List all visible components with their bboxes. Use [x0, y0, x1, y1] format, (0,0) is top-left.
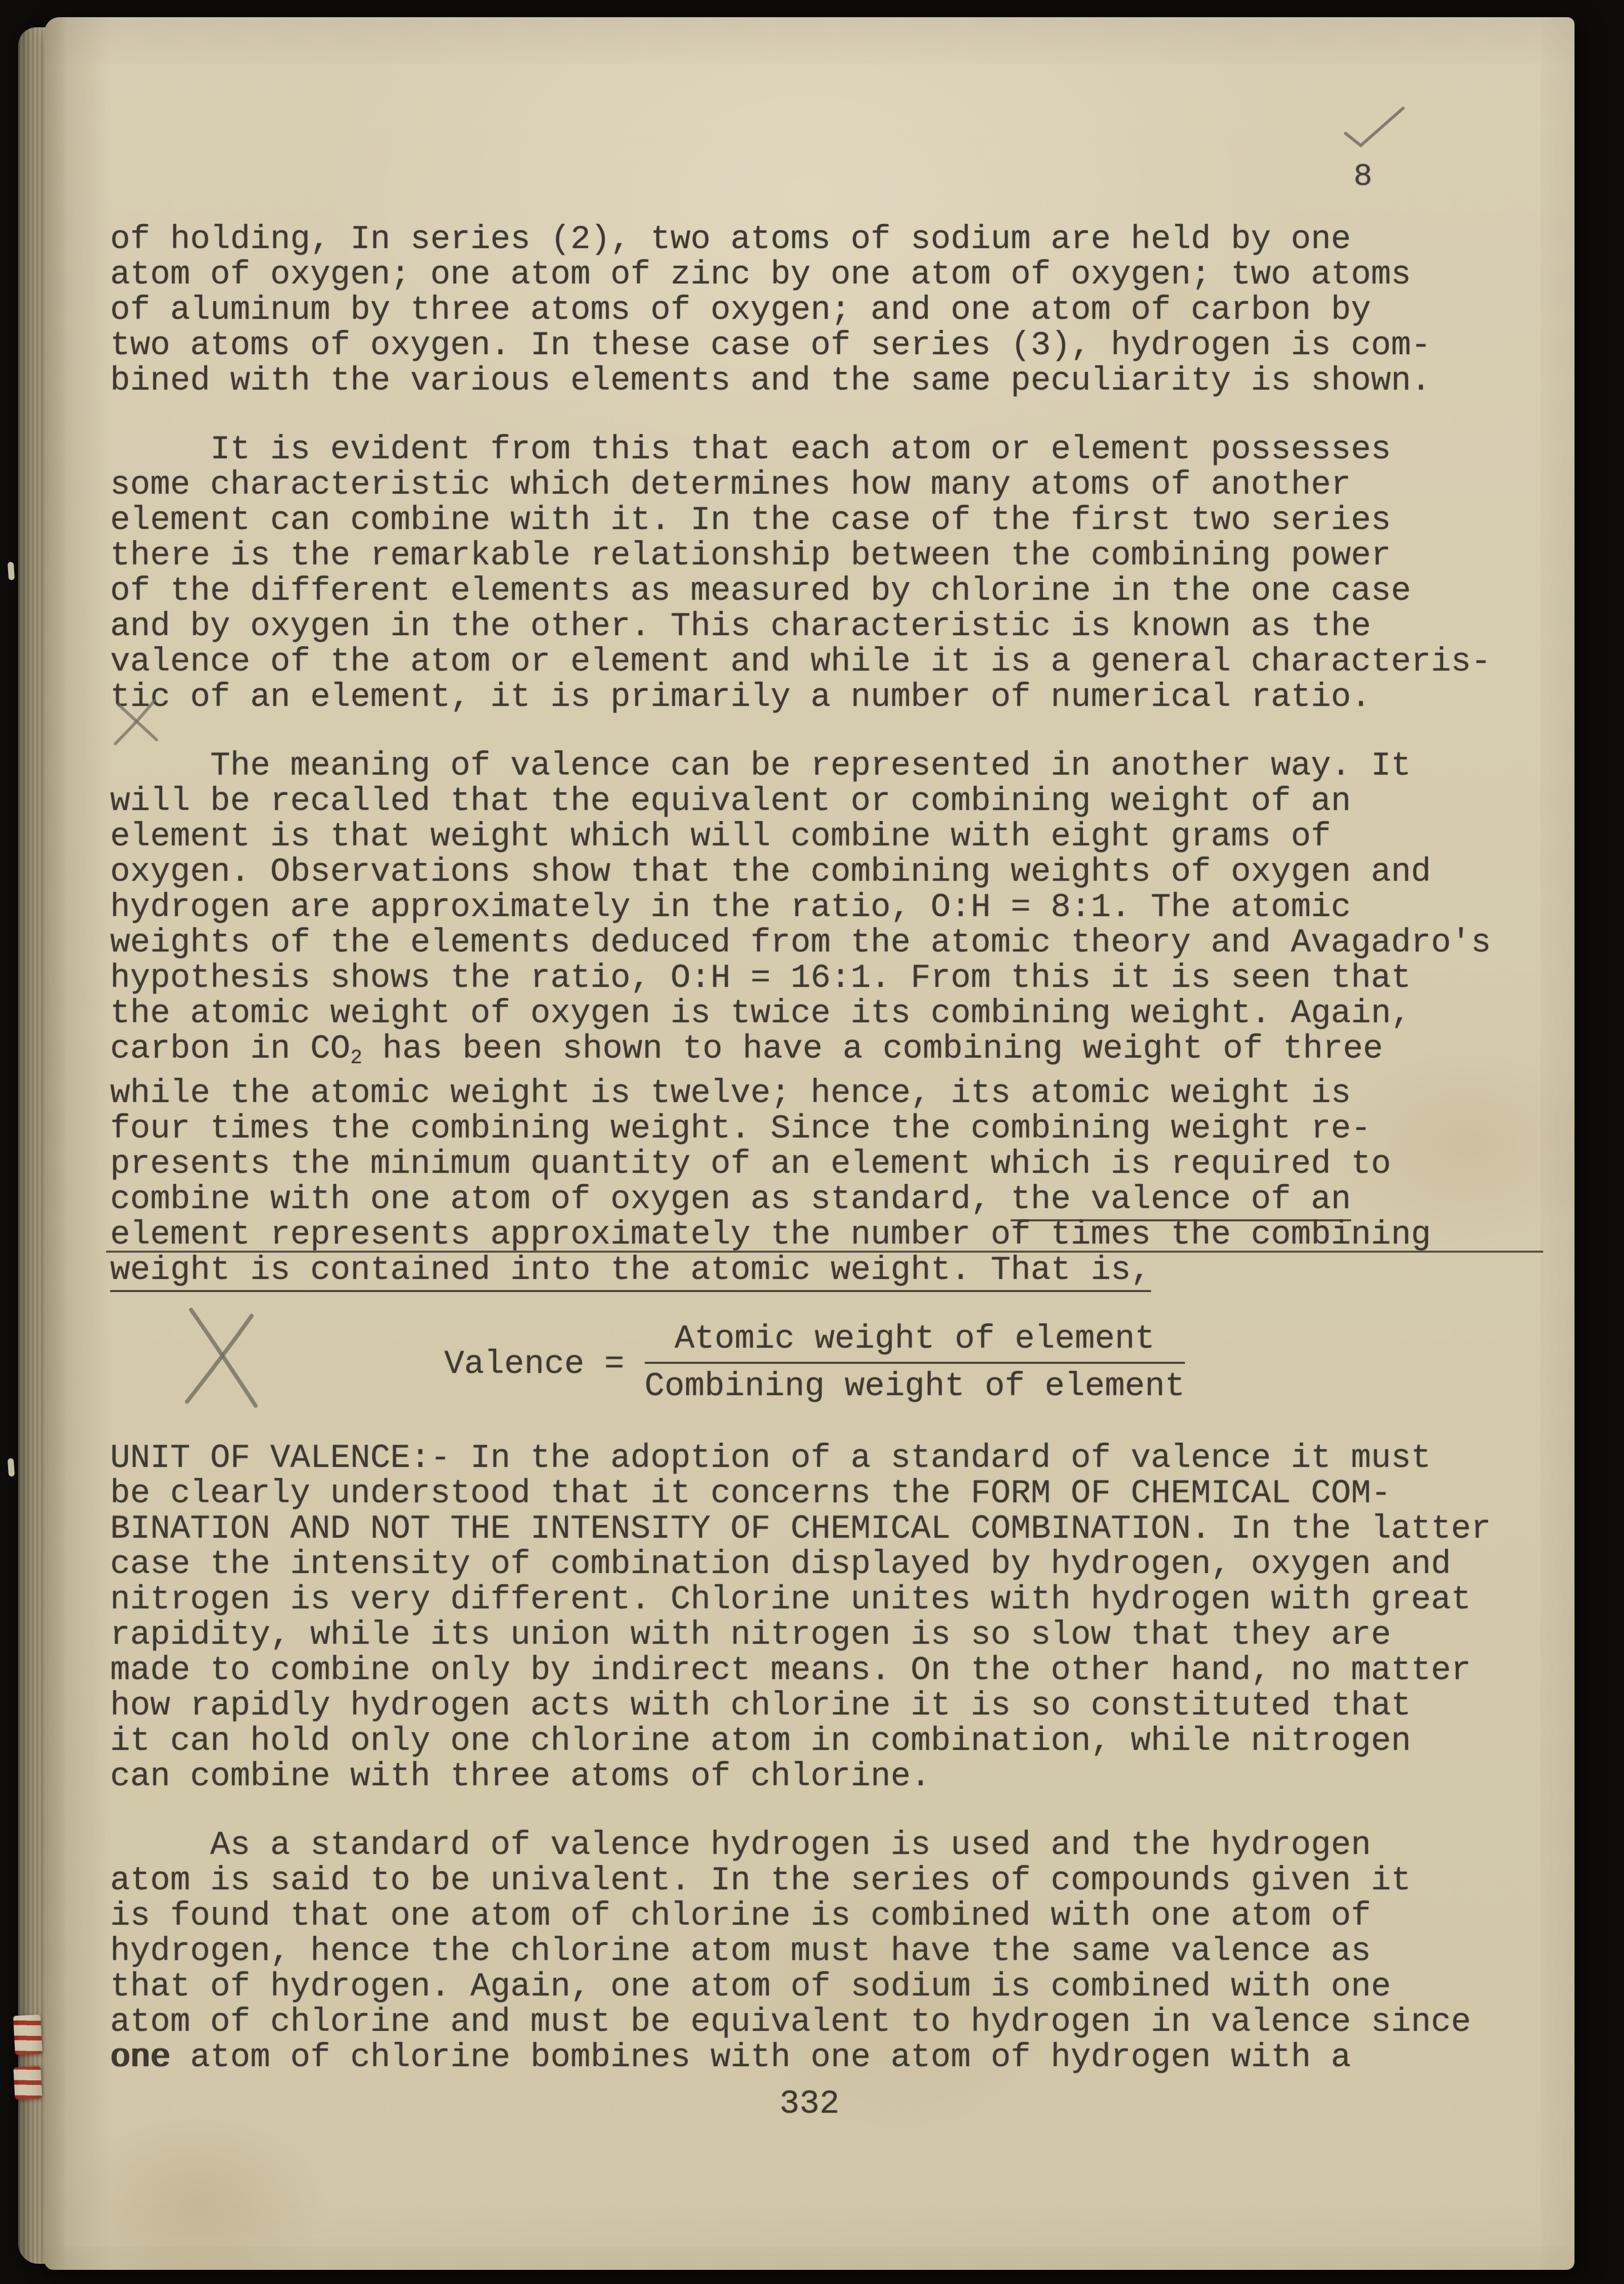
text-line — [110, 609, 1519, 644]
text-segment: atom is said to be univalent. In the series of compounds given it — [110, 1862, 1411, 1900]
paragraph-2 — [110, 432, 1519, 715]
text-segment: hydrogen, hence the chlorine atom must have the same valence as — [110, 1932, 1371, 1971]
text-line — [110, 1653, 1519, 1688]
text-line — [110, 1688, 1519, 1724]
text-line — [110, 996, 1519, 1031]
text-segment: As a standard of valence hydrogen is used and the hydrogen — [110, 1826, 1371, 1865]
text-line — [110, 1253, 1519, 1288]
text-line — [110, 1031, 1519, 1076]
text-segment: that of hydrogen. Again, one atom of sodium is combined with one — [110, 1968, 1391, 2006]
paragraph-5 — [110, 1828, 1519, 2075]
text-line — [110, 1617, 1519, 1653]
text-line — [110, 644, 1519, 680]
text-segment: element is that weight which will combine with eight grams of — [110, 818, 1331, 855]
text-segment: some characteristic which determines how many atoms of another — [110, 466, 1351, 504]
text-line — [110, 1934, 1519, 1969]
valence-formula — [110, 1321, 1519, 1404]
text-line — [110, 432, 1519, 467]
text-line — [110, 784, 1519, 819]
text-segment: atom of chlorine bombines with one atom of hydrogen with a — [170, 2038, 1351, 2077]
text-line — [110, 890, 1519, 925]
text-segment: BINATION AND NOT THE INTENSITY OF CHEMICAL COMBINATION. In the latter — [110, 1510, 1491, 1548]
text-segment: of the different elements as measured by chlorine in the one case — [110, 572, 1411, 610]
text-segment: tic of an element, it is primarily a number of numerical ratio. — [110, 678, 1371, 716]
text-segment: it can hold only one chlorine atom in combination, while nitrogen — [110, 1722, 1411, 1760]
text-segment: four times the combining weight. Since the combining weight re- — [110, 1110, 1371, 1148]
edge-sticker — [13, 2066, 42, 2100]
text-segment: of holding, In series (2), two atoms of sodium are held by one — [110, 220, 1351, 258]
text-segment: case the intensity of combination displayed by hydrogen, oxygen and — [110, 1545, 1451, 1584]
text-line — [110, 467, 1519, 503]
text-line — [110, 2005, 1519, 2040]
text-line — [110, 503, 1519, 538]
text-line — [110, 1724, 1519, 1759]
text-segment: combine with one atom of oxygen as standard, — [110, 1180, 1011, 1219]
paragraph-1 — [110, 222, 1519, 399]
text-segment: element represents approximately the number of times the combining — [110, 1216, 1431, 1254]
text-segment: carbon in CO — [110, 1030, 351, 1068]
text-line — [110, 2040, 1519, 2075]
text-segment: can combine with three atoms of chlorine. — [110, 1757, 931, 1796]
formula-denominator: Combining weight of element — [644, 1367, 1185, 1406]
text-segment: the atomic weight of oxygen is twice its combining weight. Again, — [110, 994, 1411, 1032]
text-line — [110, 1759, 1519, 1794]
text-line — [110, 680, 1519, 715]
text-segment: two atoms of oxygen. In these case of series (3), hydrogen is com- — [110, 326, 1431, 364]
text-segment: atom of oxygen; one atom of zinc by one atom of oxygen; two atoms — [110, 256, 1411, 294]
page-footer-number: 332 — [779, 2085, 840, 2123]
page-number: 8 — [1353, 159, 1372, 195]
text-segment: hypothesis shows the ratio, O:H = 16:1. From this it is seen that — [110, 959, 1411, 997]
text-segment: oxygen. Observations show that the combining weights of oxygen and — [110, 853, 1431, 891]
text-segment: element can combine with it. In the case of the first two series — [110, 501, 1391, 539]
binding-stitch — [8, 1458, 15, 1477]
edge-sticker — [13, 2015, 42, 2056]
text-line — [110, 1969, 1519, 2005]
text-line — [110, 925, 1519, 961]
text-segment: the valence of an — [1011, 1180, 1351, 1221]
document-page — [44, 17, 1574, 2270]
text-line — [110, 1441, 1519, 1476]
text-line — [110, 1182, 1519, 1217]
formula-label: Valence = — [444, 1345, 625, 1384]
pencil-check-icon — [1341, 104, 1409, 153]
text-segment: will be recalled that the equivalent or combining weight of an — [110, 782, 1351, 820]
text-line — [110, 328, 1519, 363]
text-segment: UNIT OF VALENCE:- In the adoption of a standard of valence it must — [110, 1439, 1431, 1478]
text-line — [110, 1147, 1519, 1182]
text-line — [110, 574, 1519, 609]
text-segment: weight is contained into the atomic weight. That is, — [110, 1251, 1151, 1292]
text-segment: and by oxygen in the other. This characteristic is known as the — [110, 607, 1371, 645]
text-segment: there is the remarkable relationship between the combining power — [110, 537, 1391, 575]
text-segment: has been shown to have a combining weight of three — [362, 1030, 1383, 1068]
text-segment: is found that one atom of chlorine is combined with one atom of — [110, 1897, 1371, 1935]
text-line — [110, 538, 1519, 574]
text-segment: how rapidly hydrogen acts with chlorine it is so constituted that — [110, 1687, 1411, 1725]
text-line — [110, 748, 1519, 784]
text-segment: rapidity, while its union with nitrogen is so slow that they are — [110, 1616, 1391, 1654]
formula-numerator: Atomic weight of element — [645, 1321, 1185, 1364]
text-line — [110, 1076, 1519, 1111]
text-segment: while the atomic weight is twelve; hence, its atomic weight is — [110, 1074, 1351, 1113]
text-segment: weights of the elements deduced from the atomic theory and Avagadro's — [110, 924, 1491, 962]
text-segment: one — [110, 2038, 170, 2077]
text-line — [110, 257, 1519, 293]
text-line — [110, 1582, 1519, 1617]
text-line — [110, 1217, 1519, 1253]
text-line — [110, 222, 1519, 257]
text-segment: be clearly understood that it concerns the FORM OF CHEMICAL COM- — [110, 1474, 1391, 1513]
text-segment: of aluminum by three atoms of oxygen; and one atom of carbon by — [110, 291, 1371, 329]
text-segment: nitrogen is very different. Chlorine unites with hydrogen with great — [110, 1581, 1471, 1619]
text-line — [110, 363, 1519, 399]
binding-stitch — [8, 562, 15, 581]
text-segment: 2 — [350, 1046, 363, 1070]
text-segment: hydrogen are approximately in the ratio, O:H = 8:1. The atomic — [110, 888, 1351, 926]
text-line — [110, 1476, 1519, 1511]
text-line — [110, 961, 1519, 996]
text-segment: presents the minimum quantity of an element which is required to — [110, 1145, 1391, 1183]
text-segment: bined with the various elements and the same peculiarity is shown. — [110, 362, 1431, 400]
text-segment: The meaning of valence can be represented in another way. It — [110, 747, 1411, 785]
text-line — [110, 1828, 1519, 1863]
text-line — [110, 1111, 1519, 1147]
formula-fraction — [645, 1321, 1185, 1404]
paragraph-3 — [110, 748, 1519, 1288]
text-segment: made to combine only by indirect means. On the other hand, no matter — [110, 1651, 1471, 1690]
text-line — [110, 819, 1519, 854]
text-flow — [110, 222, 1519, 2109]
paragraph-4 — [110, 1441, 1519, 1794]
text-line — [110, 1898, 1519, 1934]
text-line — [110, 1547, 1519, 1582]
text-line — [110, 1863, 1519, 1898]
text-segment: atom of chlorine and must be equivalent to hydrogen in valence since — [110, 2003, 1471, 2041]
text-segment: It is evident from this that each atom or element possesses — [110, 431, 1391, 468]
text-segment: valence of the atom or element and while it is a general characteris- — [110, 643, 1491, 681]
text-line — [110, 293, 1519, 328]
text-line — [110, 854, 1519, 890]
text-line — [110, 1511, 1519, 1547]
